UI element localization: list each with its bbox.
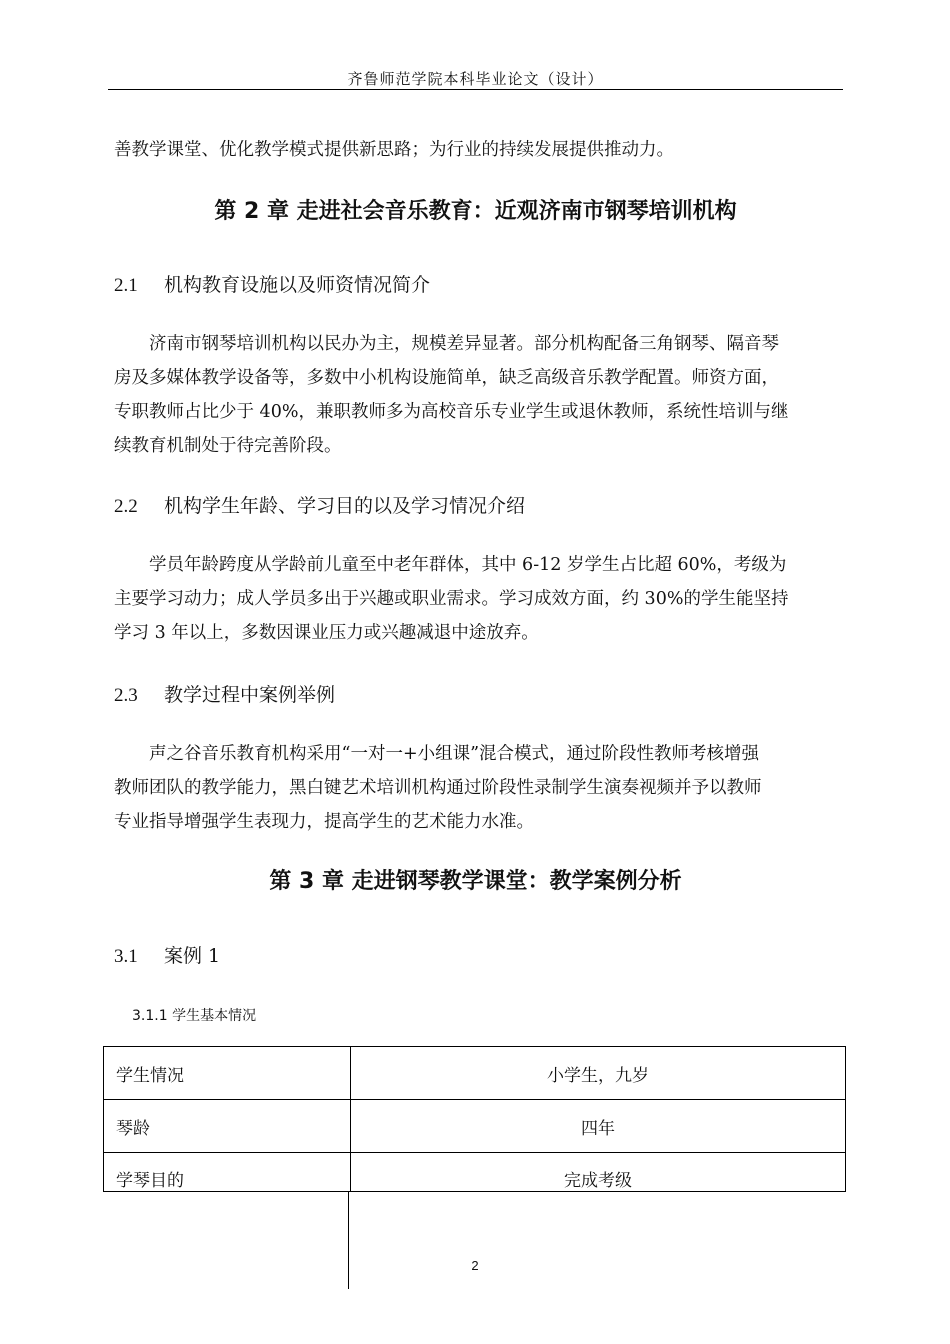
- section-title: 机构教育设施以及师资情况简介: [164, 274, 431, 296]
- paragraph-line: 专职教师占比少于 40%，兼职教师多为高校音乐专业学生或退休教师，系统性培训与继: [114, 402, 789, 422]
- paragraph-line: 房及多媒体教学设备等，多数中小机构设施简单，缺乏高级音乐教学配置。师资方面，: [114, 368, 779, 388]
- section-number: 2.3: [114, 685, 138, 706]
- page-number: 2: [471, 1258, 479, 1273]
- table-value-cell: 小学生，九岁: [351, 1047, 846, 1100]
- table-key-cell: 学琴目的: [104, 1153, 351, 1192]
- subsection-3-1-1-heading: 3.1.1 学生基本情况: [132, 1008, 257, 1024]
- section-2-1-paragraph: [114, 327, 844, 463]
- paragraph-line: 学习 3 年以上，多数因课业压力或兴趣减退中途放弃。: [114, 623, 539, 643]
- paragraph-line: 学员年龄跨度从学龄前儿童至中老年群体，其中 6-12 岁学生占比超 60%，考级为: [149, 555, 787, 575]
- paragraph-line: 教师团队的教学能力，黑白键艺术培训机构通过阶段性录制学生演奏视频并予以教师: [114, 778, 762, 798]
- section-2-2-heading: [114, 491, 525, 518]
- chapter-3-title: 第 3 章 走进钢琴教学课堂：教学案例分析: [269, 869, 682, 894]
- section-2-2-paragraph: [114, 548, 844, 650]
- table-key-cell: 琴龄: [104, 1100, 351, 1153]
- table-row: [104, 1153, 846, 1192]
- section-number: 2.2: [114, 496, 138, 517]
- header-rule: [108, 89, 843, 90]
- paragraph-line: 主要学习动力；成人学员多出于兴趣或职业需求。学习成效方面，约 30%的学生能坚持: [114, 589, 789, 609]
- section-3-1-heading: [114, 941, 220, 968]
- section-2-3-heading: [114, 680, 335, 707]
- paragraph-line: 声之谷音乐教育机构采用“一对一+小组课”混合模式，通过阶段性教师考核增强: [149, 744, 760, 764]
- section-title: 机构学生年龄、学习目的以及学习情况介绍: [164, 495, 526, 517]
- chapter-2-title: 第 2 章 走进社会音乐教育：近观济南市钢琴培训机构: [214, 199, 737, 224]
- table-value-cell: 完成考级: [351, 1153, 846, 1192]
- section-title: 教学过程中案例举例: [164, 684, 336, 706]
- section-title: 案例 1: [164, 945, 221, 967]
- intro-continuation: [114, 133, 844, 167]
- section-2-1-heading: [114, 270, 430, 297]
- section-number: 3.1: [114, 946, 138, 967]
- paragraph-line: 济南市钢琴培训机构以民办为主，规模差异显著。部分机构配备三角钢琴、隔音琴: [149, 334, 779, 354]
- paragraph-line: 专业指导增强学生表现力，提高学生的艺术能力水准。: [114, 812, 534, 832]
- table-row: [104, 1100, 846, 1153]
- student-info-table: [103, 1046, 846, 1192]
- table-column-divider: [348, 1192, 349, 1289]
- paragraph-line: 善教学课堂、优化教学模式提供新思路；为行业的持续发展提供推动力。: [114, 140, 674, 160]
- table-key-cell: 学生情况: [104, 1047, 351, 1100]
- table-value-cell: 四年: [351, 1100, 846, 1153]
- paragraph-line: 续教育机制处于待完善阶段。: [114, 436, 342, 456]
- page-header: 齐鲁师范学院本科毕业论文（设计）: [347, 70, 604, 88]
- table-row: [104, 1047, 846, 1100]
- section-number: 2.1: [114, 275, 138, 296]
- section-2-3-paragraph: [114, 737, 844, 839]
